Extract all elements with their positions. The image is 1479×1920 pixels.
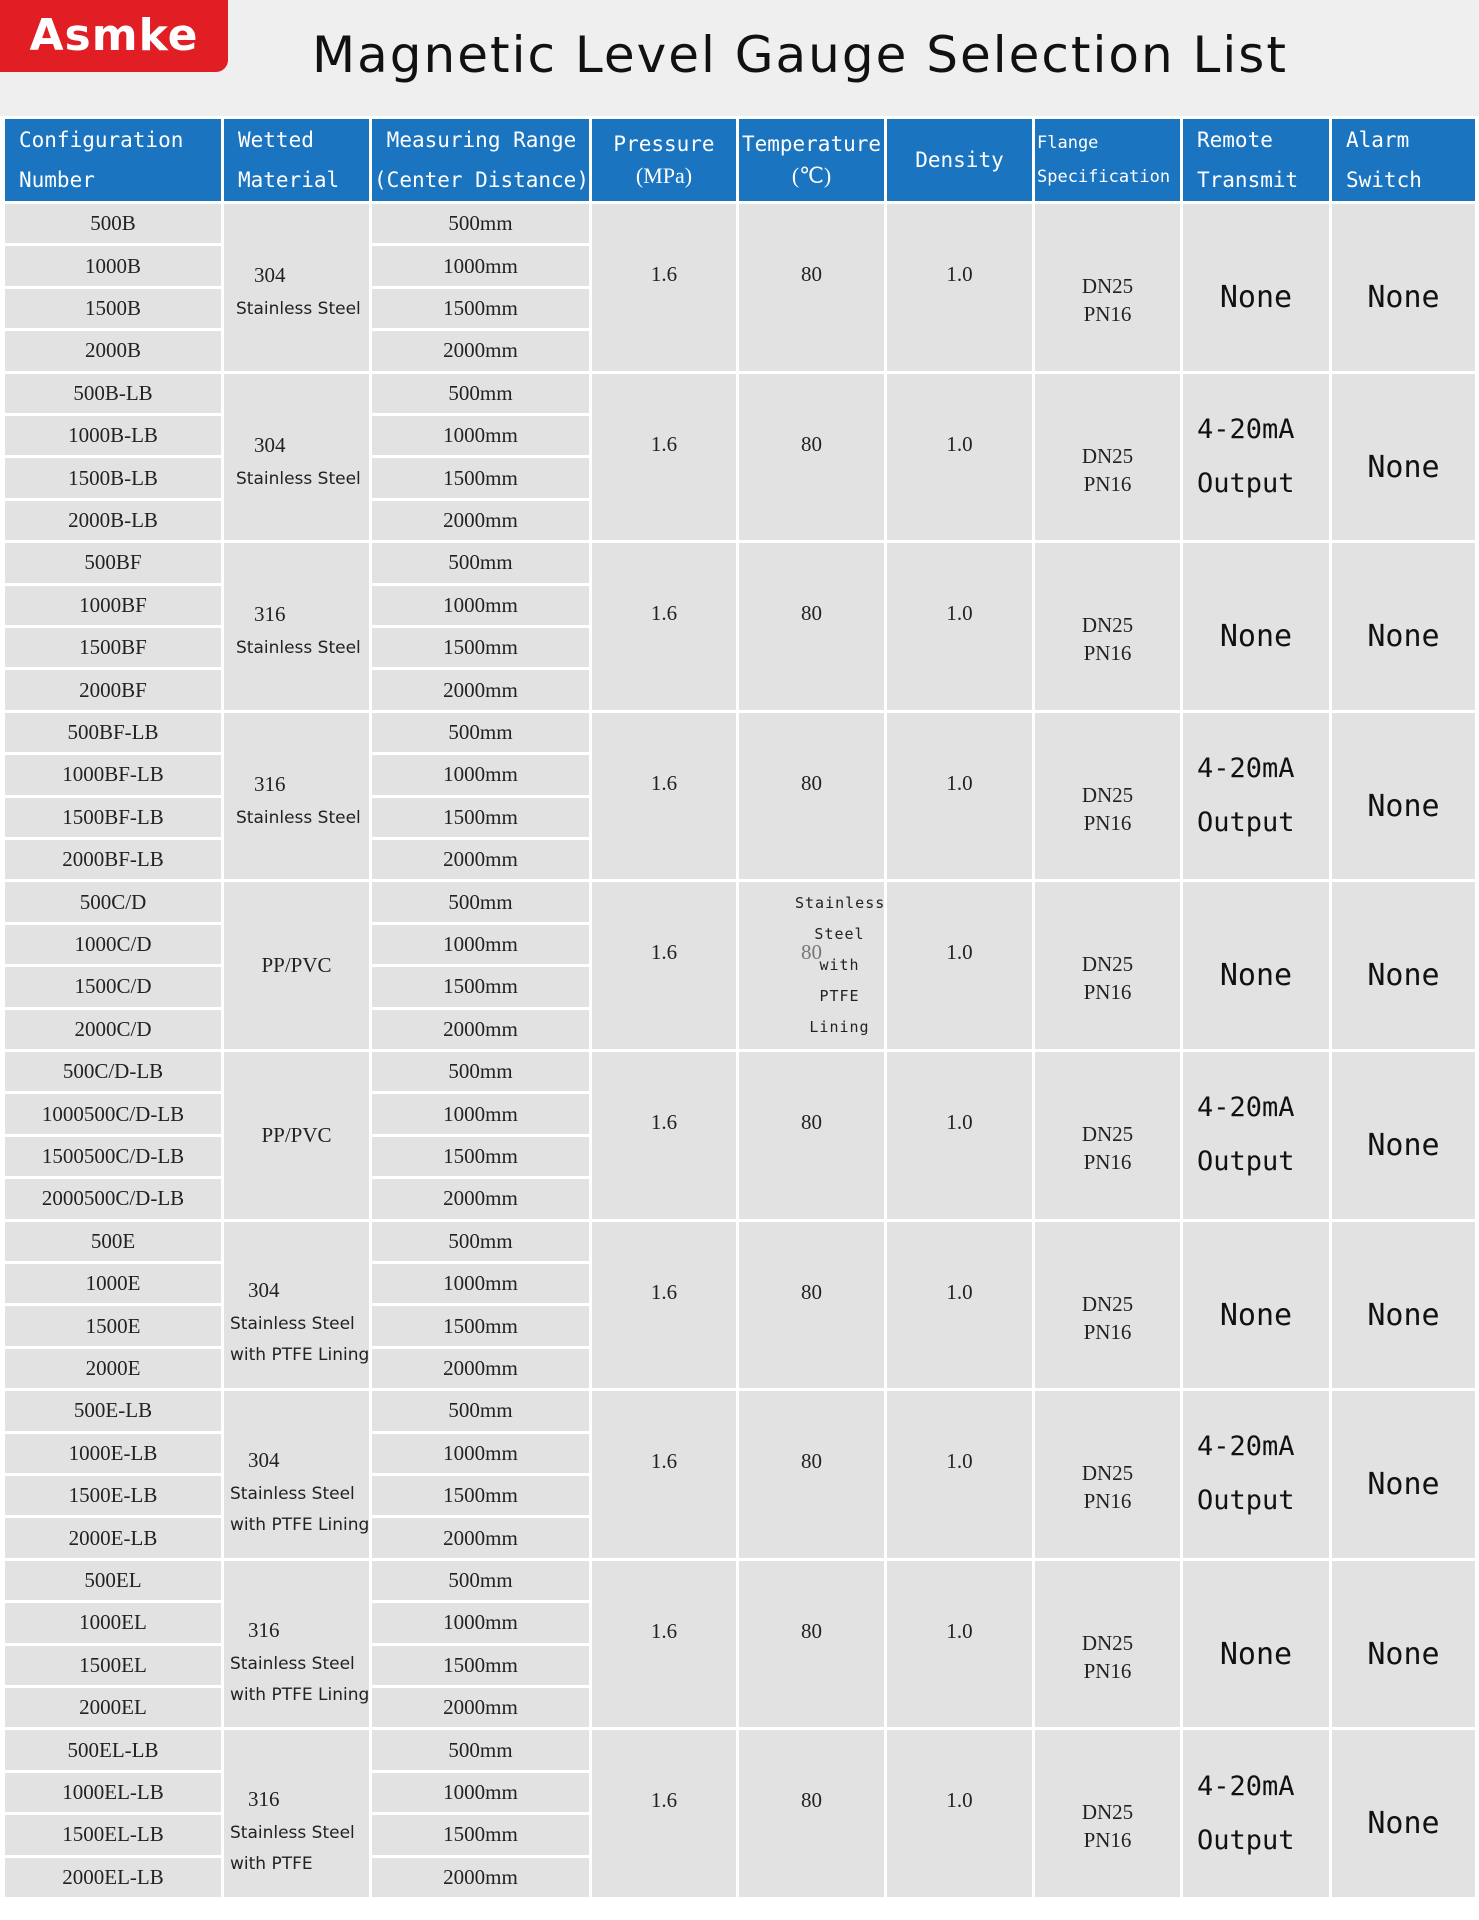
pressure-value: 1.6 xyxy=(650,1618,678,1643)
material-text: with PTFE xyxy=(230,1854,313,1875)
wetted-material-cell xyxy=(224,1052,369,1219)
alarm-switch-cell xyxy=(1332,1052,1475,1219)
pressure-cell xyxy=(592,1052,736,1219)
flange-line: PN16 xyxy=(1083,641,1132,666)
alarm-value: None xyxy=(1367,1806,1440,1842)
header-config xyxy=(5,119,221,201)
density-cell xyxy=(887,1052,1032,1219)
temperature-cell xyxy=(739,204,884,371)
measuring-range-cell: 1500mm xyxy=(372,1476,589,1515)
density-cell xyxy=(887,1222,1032,1389)
config-number-cell: 2000BF xyxy=(5,670,221,709)
alarm-value: None xyxy=(1367,958,1440,994)
alarm-switch-cell xyxy=(1332,1561,1475,1728)
flange-line: PN16 xyxy=(1083,1658,1132,1683)
flange-cell xyxy=(1035,543,1180,710)
alarm-value: None xyxy=(1367,280,1440,315)
measuring-range-cell: 1000mm xyxy=(372,586,589,625)
flange-cell xyxy=(1035,713,1180,880)
flange-line: PN16 xyxy=(1083,1319,1132,1344)
measuring-range-cell: 1500mm xyxy=(372,628,589,667)
flange-line: DN25 xyxy=(1081,443,1134,468)
measuring-range-cell: 1500mm xyxy=(372,289,589,328)
temperature-cell xyxy=(739,713,884,880)
measuring-range-cell: 500mm xyxy=(372,882,589,921)
flange-cell xyxy=(1035,1391,1180,1558)
density-value: 1.0 xyxy=(946,1618,973,1643)
density-value: 1.0 xyxy=(946,770,973,795)
temperature-value: 80 xyxy=(801,940,822,965)
header-pressure xyxy=(592,119,736,201)
measuring-range-cell: 1500mm xyxy=(372,1646,589,1685)
alarm-switch-cell xyxy=(1332,882,1475,1049)
density-cell xyxy=(887,204,1032,371)
density-value: 1.0 xyxy=(946,1279,973,1304)
flange-line: DN25 xyxy=(1081,613,1134,638)
density-cell xyxy=(887,713,1032,880)
material-text: Stainless Steel xyxy=(236,299,361,320)
config-number-cell: 1500E-LB xyxy=(5,1476,221,1515)
measuring-range-cell: 500mm xyxy=(372,713,589,752)
config-number-cell: 1000BF xyxy=(5,586,221,625)
config-number-cell: 500BF-LB xyxy=(5,713,221,752)
material-grade: 316 xyxy=(248,1787,280,1812)
remote-line: 4-20mA xyxy=(1197,413,1295,445)
remote-transmit-cell xyxy=(1183,374,1329,541)
density-cell xyxy=(887,543,1032,710)
config-number-cell: 2000EL-LB xyxy=(5,1858,221,1897)
temperature-note-line: PTFE Lining xyxy=(809,987,870,1037)
measuring-range-cell: 1000mm xyxy=(372,755,589,794)
config-number-cell: 1000EL-LB xyxy=(5,1773,221,1812)
alarm-value: None xyxy=(1367,449,1440,485)
measuring-range-cell: 500mm xyxy=(372,1561,589,1600)
flange-cell xyxy=(1035,204,1180,371)
material-grade: 304 xyxy=(248,1278,280,1303)
header-alarm-line: Alarm xyxy=(1346,128,1410,152)
remote-value: None xyxy=(1219,1636,1293,1672)
measuring-range-cell: 1000mm xyxy=(372,1434,589,1473)
measuring-range-cell: 1000mm xyxy=(372,416,589,455)
measuring-range-cell: 2000mm xyxy=(372,501,589,540)
alarm-value: None xyxy=(1367,788,1440,824)
flange-line: DN25 xyxy=(1081,1461,1134,1486)
material-text: with PTFE Lining xyxy=(230,1345,370,1366)
remote-line: Output xyxy=(1197,467,1295,499)
temperature-cell xyxy=(739,374,884,541)
measuring-range-cell: 2000mm xyxy=(372,670,589,709)
flange-line: DN25 xyxy=(1081,1291,1134,1316)
density-value: 1.0 xyxy=(946,262,973,286)
pressure-value: 1.6 xyxy=(650,1449,678,1474)
alarm-switch-cell xyxy=(1332,204,1475,371)
pressure-cell xyxy=(592,374,736,541)
flange-cell xyxy=(1035,882,1180,1049)
wetted-material-cell xyxy=(224,204,369,371)
config-number-cell: 2000C/D xyxy=(5,1010,221,1049)
measuring-range-cell: 500mm xyxy=(372,543,589,582)
material-grade: 304 xyxy=(254,263,286,288)
measuring-range-cell: 2000mm xyxy=(372,331,589,370)
header-pressure-line: (MPa) xyxy=(635,163,693,188)
material-text: Stainless Steel xyxy=(236,808,361,829)
density-value: 1.0 xyxy=(946,1449,973,1474)
pressure-value: 1.6 xyxy=(650,1279,678,1304)
temperature-cell xyxy=(739,1730,884,1897)
config-number-cell: 2000B xyxy=(5,331,221,370)
config-number-cell: 2000500C/D-LB xyxy=(5,1179,221,1218)
pressure-value: 1.6 xyxy=(650,1788,678,1813)
header-density-line: Density xyxy=(915,148,1004,172)
material-text: PP/PVC xyxy=(261,1122,332,1147)
config-number-cell: 1500BF xyxy=(5,628,221,667)
pressure-cell xyxy=(592,1561,736,1728)
measuring-range-cell: 2000mm xyxy=(372,1010,589,1049)
density-cell xyxy=(887,374,1032,541)
config-number-cell: 2000BF-LB xyxy=(5,840,221,879)
alarm-switch-cell xyxy=(1332,543,1475,710)
flange-line: DN25 xyxy=(1081,1122,1134,1146)
remote-transmit-cell xyxy=(1183,1052,1329,1219)
pressure-cell xyxy=(592,1391,736,1558)
measuring-range-cell: 1000mm xyxy=(372,1773,589,1812)
alarm-switch-cell xyxy=(1332,1730,1475,1897)
config-number-cell: 1500B-LB xyxy=(5,458,221,497)
temperature-value: 80 xyxy=(801,1279,822,1304)
measuring-range-cell: 1500mm xyxy=(372,1137,589,1176)
density-cell xyxy=(887,1391,1032,1558)
remote-transmit-cell xyxy=(1183,1222,1329,1389)
measuring-range-cell: 2000mm xyxy=(372,1179,589,1218)
header-pressure-line: Pressure xyxy=(613,132,715,156)
wetted-material-cell xyxy=(224,713,369,880)
pressure-value: 1.6 xyxy=(650,431,678,456)
flange-line: DN25 xyxy=(1081,1800,1134,1825)
remote-line: Output xyxy=(1197,807,1295,839)
density-cell xyxy=(887,1561,1032,1728)
remote-transmit-cell xyxy=(1183,1730,1329,1897)
remote-transmit-cell xyxy=(1183,713,1329,880)
wetted-material-cell xyxy=(224,374,369,541)
header-flange-line: Specification xyxy=(1037,167,1171,187)
page-title: Magnetic Level Gauge Selection List xyxy=(312,26,1288,84)
config-number-cell: 1500E xyxy=(5,1306,221,1345)
pressure-cell xyxy=(592,1222,736,1389)
flange-line: PN16 xyxy=(1083,810,1132,835)
alarm-switch-cell xyxy=(1332,374,1475,541)
remote-value: None xyxy=(1219,1297,1293,1333)
config-number-cell: 1500EL xyxy=(5,1646,221,1685)
flange-cell xyxy=(1035,1052,1180,1219)
temperature-cell xyxy=(739,543,884,710)
config-number-cell: 1000500C/D-LB xyxy=(5,1094,221,1133)
measuring-range-cell: 500mm xyxy=(372,204,589,243)
flange-line: DN25 xyxy=(1081,1630,1134,1655)
temperature-value: 80 xyxy=(801,1449,822,1474)
measuring-range-cell: 2000mm xyxy=(372,1858,589,1897)
header-material-line: Wetted xyxy=(238,128,314,152)
wetted-material-cell xyxy=(224,1391,369,1558)
header-material xyxy=(224,119,369,201)
flange-line: PN16 xyxy=(1083,302,1132,326)
temperature-value: 80 xyxy=(801,262,822,286)
header-flange xyxy=(1035,119,1180,201)
measuring-range-cell: 1000mm xyxy=(372,1603,589,1642)
header-remote-line: Transmit xyxy=(1197,168,1299,192)
alarm-switch-cell xyxy=(1332,1222,1475,1389)
flange-cell xyxy=(1035,1561,1180,1728)
measuring-range-cell: 1500mm xyxy=(372,1815,589,1854)
header-alarm xyxy=(1332,119,1475,201)
material-grade: 316 xyxy=(254,602,286,627)
measuring-range-cell: 1000mm xyxy=(372,1094,589,1133)
remote-line: Output xyxy=(1197,1824,1295,1856)
measuring-range-cell: 1500mm xyxy=(372,967,589,1006)
measuring-range-cell: 500mm xyxy=(372,1730,589,1769)
header-range-line: (Center Distance) xyxy=(374,168,589,192)
measuring-range-cell: 1000mm xyxy=(372,1264,589,1303)
pressure-value: 1.6 xyxy=(650,601,678,626)
measuring-range-cell: 1500mm xyxy=(372,1306,589,1345)
alarm-value: None xyxy=(1367,1467,1440,1503)
density-value: 1.0 xyxy=(946,1788,973,1813)
density-cell xyxy=(887,882,1032,1049)
wetted-material-cell xyxy=(224,1222,369,1389)
pressure-value: 1.6 xyxy=(650,940,678,965)
config-number-cell: 500C/D xyxy=(5,882,221,921)
config-number-cell: 500EL-LB xyxy=(5,1730,221,1769)
flange-cell xyxy=(1035,1730,1180,1897)
material-text: with PTFE Lining xyxy=(230,1684,370,1705)
wetted-material-cell xyxy=(224,1561,369,1728)
temperature-cell xyxy=(739,1222,884,1389)
header-density xyxy=(887,119,1032,201)
header-alarm-line: Switch xyxy=(1346,168,1422,192)
temperature-value: 80 xyxy=(801,1618,822,1643)
material-text: Stainless Steel xyxy=(236,468,361,489)
remote-value: None xyxy=(1219,619,1293,655)
config-number-cell: 2000E-LB xyxy=(5,1518,221,1557)
pressure-cell xyxy=(592,713,736,880)
measuring-range-cell: 500mm xyxy=(372,1391,589,1430)
config-number-cell: 1500EL-LB xyxy=(5,1815,221,1854)
temperature-value: 80 xyxy=(801,1788,822,1813)
remote-transmit-cell xyxy=(1183,1561,1329,1728)
flange-line: DN25 xyxy=(1081,274,1134,298)
measuring-range-cell: 1000mm xyxy=(372,925,589,964)
measuring-range-cell: 2000mm xyxy=(372,1688,589,1727)
temperature-cell xyxy=(739,1052,884,1219)
density-value: 1.0 xyxy=(946,940,973,965)
alarm-value: None xyxy=(1367,1636,1440,1672)
temperature-note-line: Stainless xyxy=(795,894,886,913)
header-remote xyxy=(1183,119,1329,201)
material-grade: 304 xyxy=(254,432,286,457)
config-number-cell: 500B-LB xyxy=(5,374,221,413)
config-number-cell: 1500BF-LB xyxy=(5,798,221,837)
config-number-cell: 1500B xyxy=(5,289,221,328)
density-value: 1.0 xyxy=(946,601,973,626)
measuring-range-cell: 1000mm xyxy=(372,246,589,285)
remote-value: None xyxy=(1219,958,1293,994)
flange-line: DN25 xyxy=(1081,952,1134,977)
config-number-cell: 1000BF-LB xyxy=(5,755,221,794)
temperature-cell xyxy=(739,1561,884,1728)
flange-line: PN16 xyxy=(1083,1150,1132,1174)
brand-logo: Asmke xyxy=(0,0,228,72)
config-number-cell: 1000B-LB xyxy=(5,416,221,455)
remote-line: 4-20mA xyxy=(1197,1431,1295,1463)
measuring-range-cell: 500mm xyxy=(372,374,589,413)
measuring-range-cell: 2000mm xyxy=(372,1349,589,1388)
measuring-range-cell: 500mm xyxy=(372,1222,589,1261)
remote-line: 4-20mA xyxy=(1197,1092,1295,1124)
remote-line: Output xyxy=(1197,1485,1295,1517)
remote-transmit-cell xyxy=(1183,543,1329,710)
measuring-range-cell: 1500mm xyxy=(372,458,589,497)
material-text: Stainless Steel xyxy=(230,1483,355,1504)
header-range xyxy=(372,119,589,201)
flange-line: PN16 xyxy=(1083,471,1132,496)
temperature-cell xyxy=(739,1391,884,1558)
config-number-cell: 1000E-LB xyxy=(5,1434,221,1473)
config-number-cell: 500BF xyxy=(5,543,221,582)
remote-transmit-cell xyxy=(1183,1391,1329,1558)
material-grade: 316 xyxy=(248,1617,280,1642)
remote-line: Output xyxy=(1197,1146,1295,1178)
temperature-note xyxy=(739,882,884,1049)
alarm-switch-cell xyxy=(1332,1391,1475,1558)
flange-cell xyxy=(1035,1222,1180,1389)
header-material-line: Material xyxy=(238,168,340,192)
alarm-value: None xyxy=(1367,619,1440,655)
temperature-note-line: Steel with xyxy=(814,925,865,975)
pressure-cell xyxy=(592,1730,736,1897)
flange-line: PN16 xyxy=(1083,1828,1132,1853)
config-number-cell: 500E xyxy=(5,1222,221,1261)
temperature-value: 80 xyxy=(801,1110,822,1134)
remote-transmit-cell xyxy=(1183,882,1329,1049)
wetted-material-cell xyxy=(224,1730,369,1897)
measuring-range-cell: 2000mm xyxy=(372,1518,589,1557)
config-number-cell: 1500500C/D-LB xyxy=(5,1137,221,1176)
flange-cell xyxy=(1035,374,1180,541)
temperature-value: 80 xyxy=(801,601,822,626)
pressure-value: 1.6 xyxy=(650,770,678,795)
material-text: with PTFE Lining xyxy=(230,1514,370,1535)
config-number-cell: 500EL xyxy=(5,1561,221,1600)
remote-line: 4-20mA xyxy=(1197,753,1295,785)
header-config-line: Configuration xyxy=(19,128,184,152)
config-number-cell: 1000EL xyxy=(5,1603,221,1642)
flange-line: PN16 xyxy=(1083,980,1132,1005)
config-number-cell: 1000C/D xyxy=(5,925,221,964)
config-number-cell: 500B xyxy=(5,204,221,243)
header-config-line: Number xyxy=(19,168,95,192)
config-number-cell: 1500C/D xyxy=(5,967,221,1006)
material-text: PP/PVC xyxy=(261,953,332,978)
material-text: Stainless Steel xyxy=(236,638,361,659)
header-remote-line: Remote xyxy=(1197,128,1273,152)
material-text: Stainless Steel xyxy=(230,1823,355,1844)
config-number-cell: 2000B-LB xyxy=(5,501,221,540)
header-flange-line: Flange xyxy=(1037,133,1099,153)
alarm-value: None xyxy=(1367,1128,1440,1163)
material-grade: 304 xyxy=(248,1447,280,1472)
density-value: 1.0 xyxy=(946,1110,973,1134)
measuring-range-cell: 2000mm xyxy=(372,840,589,879)
temperature-value: 80 xyxy=(801,770,822,795)
alarm-value: None xyxy=(1367,1297,1440,1333)
material-text: Stainless Steel xyxy=(230,1314,355,1335)
header-temperature-line: (℃) xyxy=(791,163,832,188)
alarm-switch-cell xyxy=(1332,713,1475,880)
header-range-line: Measuring Range xyxy=(386,128,577,152)
pressure-value: 1.6 xyxy=(650,1110,678,1134)
config-number-cell: 1000B xyxy=(5,246,221,285)
pressure-cell xyxy=(592,204,736,371)
config-number-cell: 500C/D-LB xyxy=(5,1052,221,1091)
measuring-range-cell: 1500mm xyxy=(372,798,589,837)
pressure-cell xyxy=(592,543,736,710)
measuring-range-cell: 500mm xyxy=(372,1052,589,1091)
flange-line: DN25 xyxy=(1081,782,1134,807)
flange-line: PN16 xyxy=(1083,1489,1132,1514)
remote-transmit-cell xyxy=(1183,204,1329,371)
config-number-cell: 2000EL xyxy=(5,1688,221,1727)
header-temperature-line: Temperature xyxy=(741,132,882,156)
density-value: 1.0 xyxy=(946,431,973,456)
remote-line: 4-20mA xyxy=(1197,1770,1295,1802)
temperature-value: 80 xyxy=(801,431,822,456)
material-text: Stainless Steel xyxy=(230,1653,355,1674)
header-temperature xyxy=(739,119,884,201)
pressure-value: 1.6 xyxy=(650,262,678,286)
material-grade: 316 xyxy=(254,772,286,797)
remote-value: None xyxy=(1219,280,1293,315)
wetted-material-cell xyxy=(224,543,369,710)
config-number-cell: 2000E xyxy=(5,1349,221,1388)
config-number-cell: 500E-LB xyxy=(5,1391,221,1430)
wetted-material-cell xyxy=(224,882,369,1049)
config-number-cell: 1000E xyxy=(5,1264,221,1303)
density-cell xyxy=(887,1730,1032,1897)
pressure-cell xyxy=(592,882,736,1049)
